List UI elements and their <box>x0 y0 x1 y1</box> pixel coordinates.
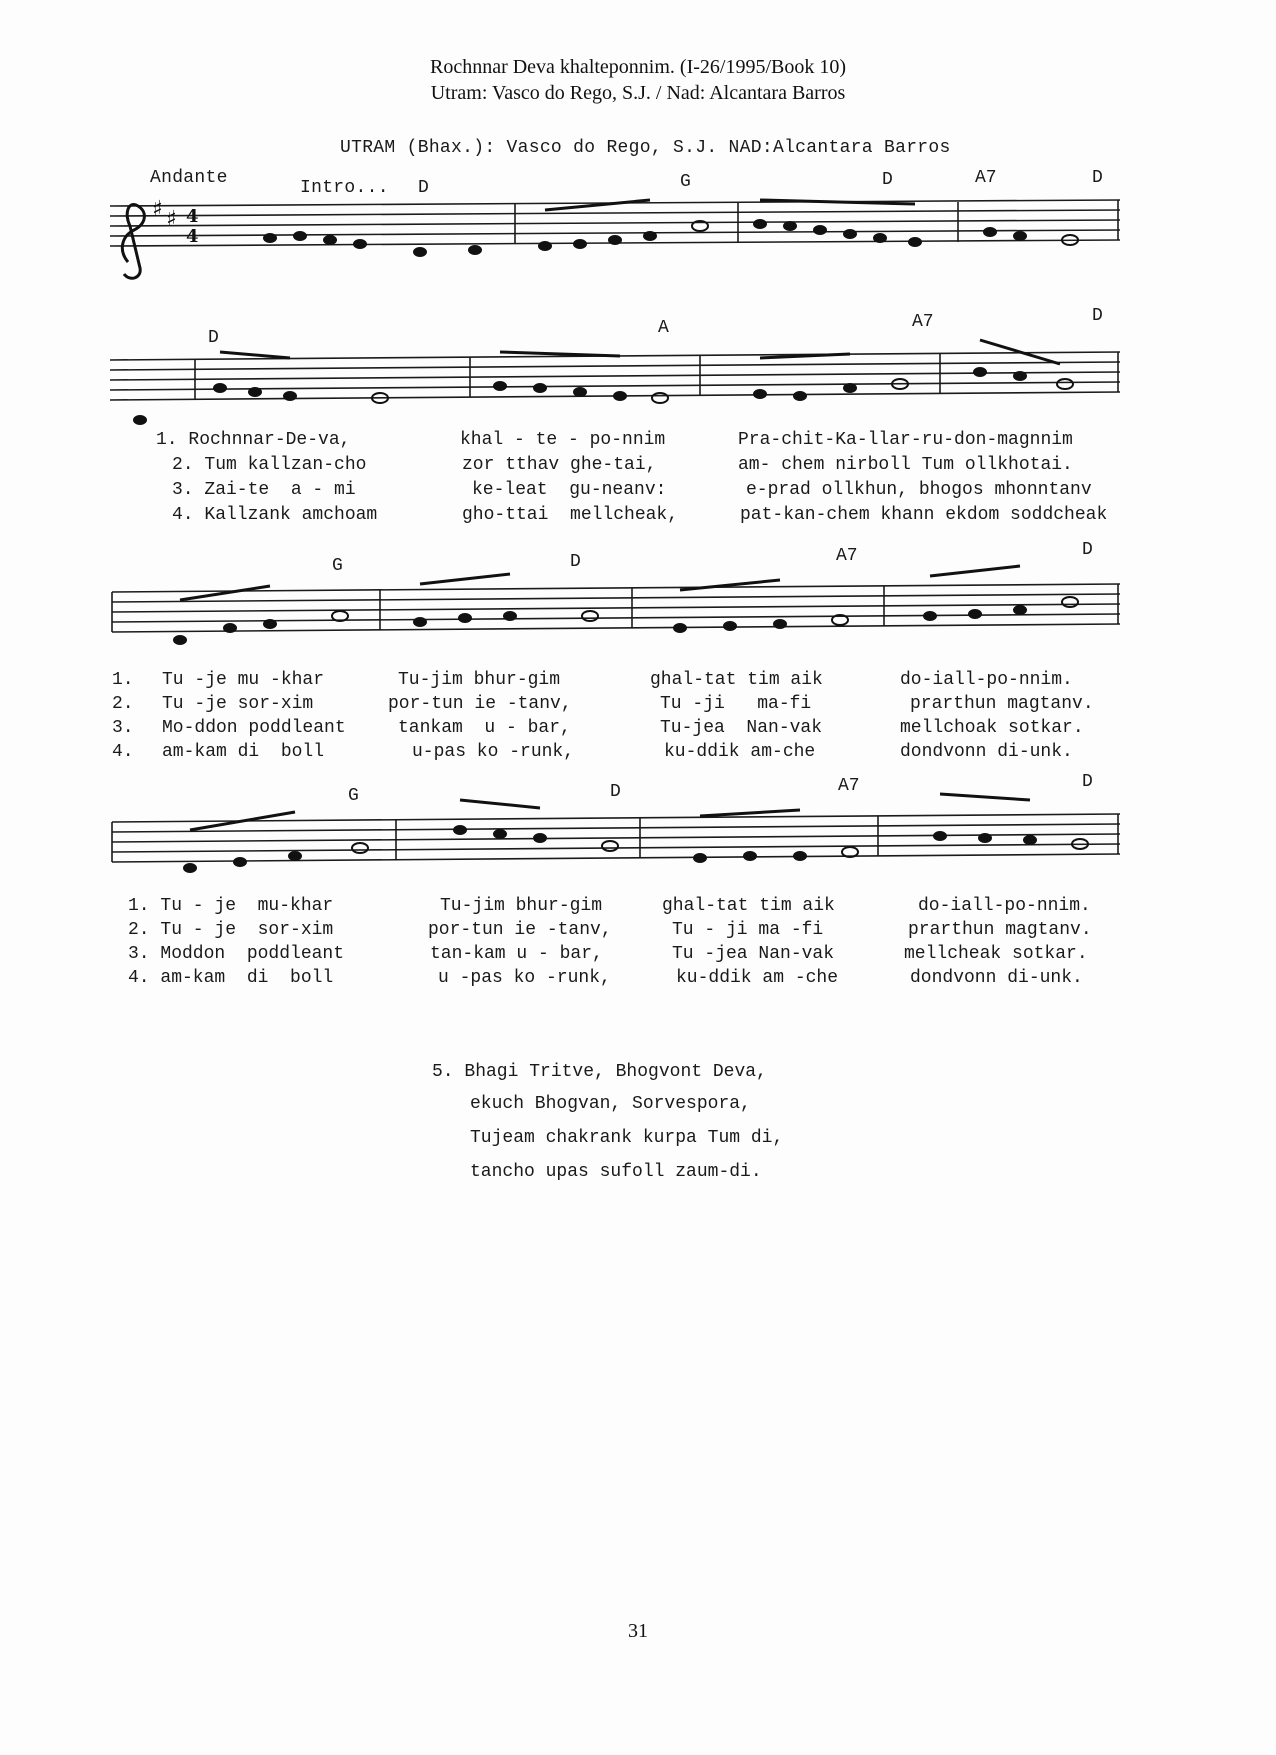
lyric-line <box>0 968 1276 992</box>
lyric-segment: ku-ddik am -che <box>676 968 839 988</box>
lyric-segment: khal - te - po-nnim <box>460 430 666 450</box>
chord-symbol: D <box>1082 772 1093 792</box>
lyric-line <box>0 718 1276 742</box>
lyric-segment: Pra-chit-Ka-llar-ru-don-magnnim <box>738 430 1073 450</box>
lyric-verse-number: 3. <box>112 718 134 738</box>
lyric-segment: Tu -je sor-xim <box>162 694 314 714</box>
lyric-segment: dondvonn di-unk. <box>910 968 1083 988</box>
lyric-line <box>0 742 1276 766</box>
chord-symbol: G <box>680 172 691 192</box>
chord-symbol: D <box>418 178 429 198</box>
chord-symbol: D <box>882 170 893 190</box>
lyric-segment: por-tun ie -tanv, <box>388 694 572 714</box>
lyric-segment: gho-ttai mellcheak, <box>462 505 679 525</box>
lyric-line <box>0 455 1276 479</box>
lyric-line <box>0 694 1276 718</box>
lyric-line <box>0 505 1276 529</box>
verse5-line: ekuch Bhogvan, Sorvespora, <box>470 1094 751 1114</box>
lyric-segment: ghal-tat tim aik <box>662 896 835 916</box>
lyric-segment: u-pas ko -runk, <box>412 742 575 762</box>
lyric-segment: 2. Tu - je sor-xim <box>128 920 334 940</box>
lyric-segment: tan-kam u - bar, <box>430 944 603 964</box>
chord-symbol: D <box>1092 306 1103 326</box>
lyric-segment: Mo-ddon poddleant <box>162 718 346 738</box>
lyric-segment: Tu -ji ma-fi <box>660 694 812 714</box>
lyric-segment: prarthun magtanv. <box>910 694 1094 714</box>
chord-symbol: A <box>658 318 669 338</box>
lyric-segment: por-tun ie -tanv, <box>428 920 612 940</box>
staff-system-4 <box>112 814 1120 862</box>
chord-symbol: D <box>1082 540 1093 560</box>
lyric-segment: Tu-jea Nan-vak <box>660 718 823 738</box>
lyric-segment: 3. Zai-te a - mi <box>172 480 356 500</box>
chord-symbol: A7 <box>838 776 860 796</box>
lyric-segment: 1. Tu - je mu-khar <box>128 896 334 916</box>
lyric-segment: do-iall-po-nnim. <box>918 896 1091 916</box>
lyric-line <box>0 430 1276 454</box>
verse5-line: tancho upas sufoll zaum-di. <box>470 1162 762 1182</box>
chord-symbol: A7 <box>912 312 934 332</box>
time-signature <box>186 206 199 247</box>
lyric-segment: prarthun magtanv. <box>908 920 1092 940</box>
lyric-verse-number: 4. <box>112 742 134 762</box>
lyric-segment: 4. Kallzank amchoam <box>172 505 378 525</box>
page-title: Rochnnar Deva khalteponnim. (I-26/1995/Book 10) <box>429 56 847 78</box>
page-credits: Utram: Vasco do Rego, S.J. / Nad: Alcantara Barros <box>430 82 846 104</box>
verse5-line: Tujeam chakrank kurpa Tum di, <box>470 1128 784 1148</box>
tempo-marking: Andante <box>150 168 228 188</box>
notes <box>133 219 1088 873</box>
key-signature-sharps <box>152 197 177 232</box>
svg-text:4: 4 <box>186 206 199 227</box>
lyric-segment: Tu-jim bhur-gim <box>398 670 561 690</box>
lyric-segment: do-iall-po-nnim. <box>900 670 1073 690</box>
lyric-line <box>0 944 1276 968</box>
lyric-segment: 2. Tum kallzan-cho <box>172 455 367 475</box>
lyric-line <box>0 896 1276 920</box>
lyric-segment: 1. Rochnnar-De-va, <box>156 430 351 450</box>
lyric-segment: 4. am-kam di boll <box>128 968 334 988</box>
lyric-verse-number: 2. <box>112 694 134 714</box>
svg-text:♯: ♯ <box>166 207 177 232</box>
lyric-segment: Tu -je mu -khar <box>162 670 325 690</box>
lyric-segment: am-kam di boll <box>162 742 325 762</box>
lyric-line <box>0 480 1276 504</box>
chord-symbol: G <box>348 786 359 806</box>
lyric-segment: e-prad ollkhun, bhogos mhonntanv <box>746 480 1092 500</box>
lyric-segment: Tu-jim bhur-gim <box>440 896 603 916</box>
chord-symbol: D <box>208 328 219 348</box>
svg-text:♯: ♯ <box>152 197 163 222</box>
lyric-verse-number: 1. <box>112 670 134 690</box>
lyric-segment: pat-kan-chem khann ekdom soddcheak <box>740 505 1108 525</box>
typed-credit: UTRAM (Bhax.): Vasco do Rego, S.J. NAD:Alcantara Barros <box>340 138 951 158</box>
lyric-segment: mellchoak sotkar. <box>900 718 1084 738</box>
lyric-segment: u -pas ko -runk, <box>438 968 611 988</box>
lyric-segment: 3. Moddon poddleant <box>128 944 345 964</box>
lyric-segment: ghal-tat tim aik <box>650 670 823 690</box>
lyric-segment: Tu -jea Nan-vak <box>672 944 835 964</box>
chord-symbol: D <box>610 782 621 802</box>
lyric-segment: Tu - ji ma -fi <box>672 920 824 940</box>
lyric-line <box>0 670 1276 694</box>
chord-symbol: G <box>332 556 343 576</box>
chord-symbol: D <box>1092 168 1103 188</box>
svg-text:4: 4 <box>186 226 199 247</box>
intro-marking: Intro... <box>300 178 389 198</box>
chord-symbol: A7 <box>836 546 858 566</box>
lyric-segment: am- chem nirboll Tum ollkhotai. <box>738 455 1073 475</box>
lyric-segment: zor tthav ghe-tai, <box>462 455 657 475</box>
lyric-line <box>0 920 1276 944</box>
lyric-segment: ke-leat gu-neanv: <box>472 480 667 500</box>
lyric-segment: tankam u - bar, <box>398 718 571 738</box>
chord-symbol: D <box>570 552 581 572</box>
lyric-segment: mellcheak sotkar. <box>904 944 1088 964</box>
page-number: 31 <box>628 1620 648 1642</box>
verse5-line: 5. Bhagi Tritve, Bhogvont Deva, <box>432 1062 767 1082</box>
chord-symbol: A7 <box>975 168 997 188</box>
lyric-segment: ku-ddik am-che <box>664 742 816 762</box>
lyric-segment: dondvonn di-unk. <box>900 742 1073 762</box>
